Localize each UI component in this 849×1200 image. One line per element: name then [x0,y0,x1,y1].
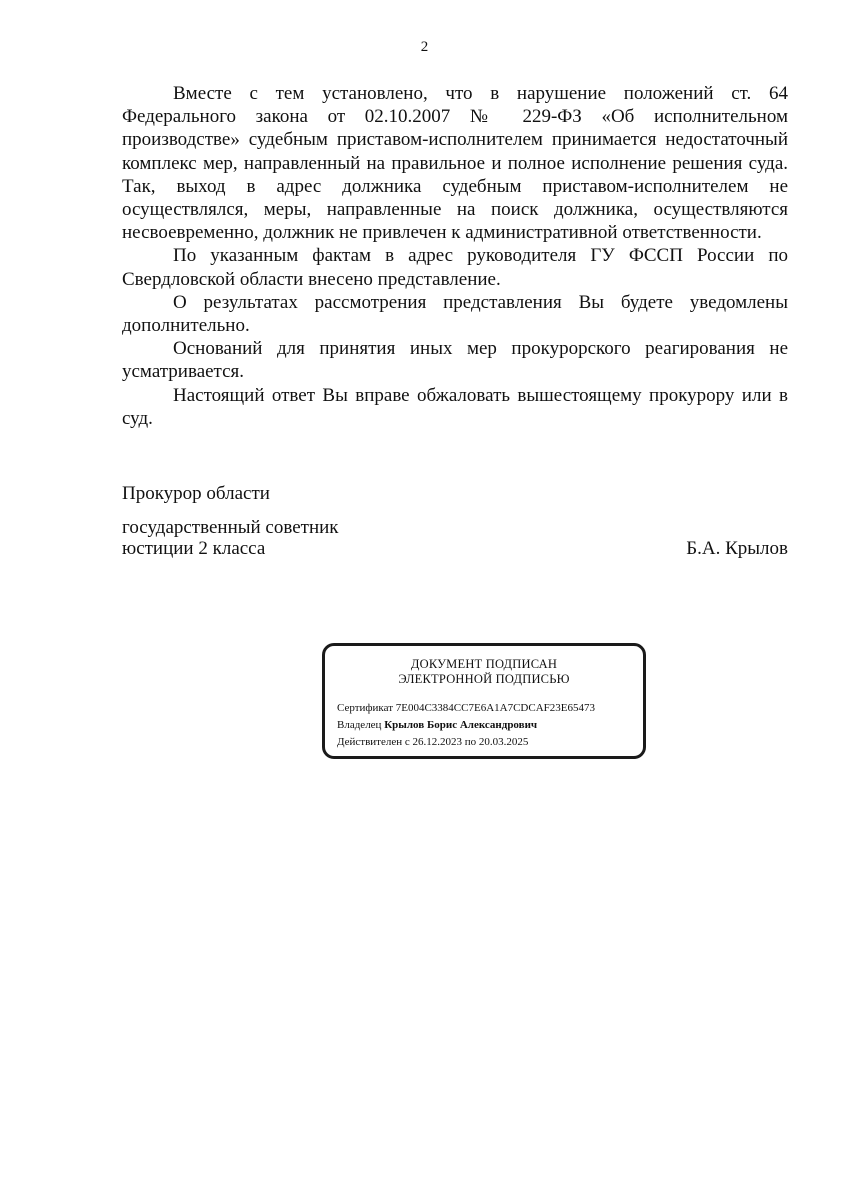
stamp-valid-to-label: по [464,736,477,748]
stamp-title-line2: ЭЛЕКТРОННОЙ ПОДПИСЬЮ [398,672,570,686]
paragraph-notification: О результатах рассмотрения представления Вы будете уведомлены дополнительно. [122,291,788,337]
stamp-validity-row [337,735,528,749]
stamp-valid-from: 26.12.2023 [412,736,463,748]
stamp-certificate-row [337,701,595,715]
stamp-certificate-value: 7E004C3384CC7E6A1A7CDCAF23E65473 [395,702,595,714]
stamp-title-line1: ДОКУМЕНТ ПОДПИСАН [410,657,558,671]
paragraph-no-further-measures: Оснований для принятия иных мер прокурорского реагирования не усматривается. [122,338,788,383]
electronic-signature-stamp [322,643,646,759]
page-number: 2 [420,39,429,55]
stamp-certificate-label: Сертификат [337,702,393,714]
stamp-valid-from-label: с [404,736,410,748]
signatory-rank-line2: юстиции 2 класса [122,538,266,559]
stamp-valid-to: 20.03.2025 [478,736,529,748]
signatory-name: Б.А. Крылов [686,538,788,559]
stamp-valid-label: Действителен [337,736,403,748]
paragraph-appeal-right: Настоящий ответ Вы вправе обжаловать вышестоящему прокурору или в суд. [122,384,788,429]
signatory-office: Прокурор области [122,483,270,504]
stamp-title [325,657,643,687]
letter-body [122,82,788,430]
paragraph-violations: Вместе с тем установлено, что в нарушение положений ст. 64 Федерального закона от 02.10.2007 № 229-ФЗ «Об исполнительном производстве» судебным приставом-исполнителем принимается недостаточный комплекс мер, направленный на правильное и полное исполнение решения суда. Так, выход в адрес должника судебным приставом-исполнителем не осуществлялся, меры, направленные на поиск должника, осуществляются несвоевременно, должник не привлечен к административной ответственности. [122,83,788,244]
stamp-owner-value: Крылов Борис Александрович [384,719,538,731]
signatory-block [122,517,788,559]
paragraph-representation: По указанным фактам в адрес руководителя ГУ ФССП России по Свердловской области внесено представление. [122,245,788,290]
stamp-owner-row [337,718,537,732]
stamp-owner-label: Владелец [337,719,382,731]
signatory-rank-line1: государственный советник [122,517,339,538]
